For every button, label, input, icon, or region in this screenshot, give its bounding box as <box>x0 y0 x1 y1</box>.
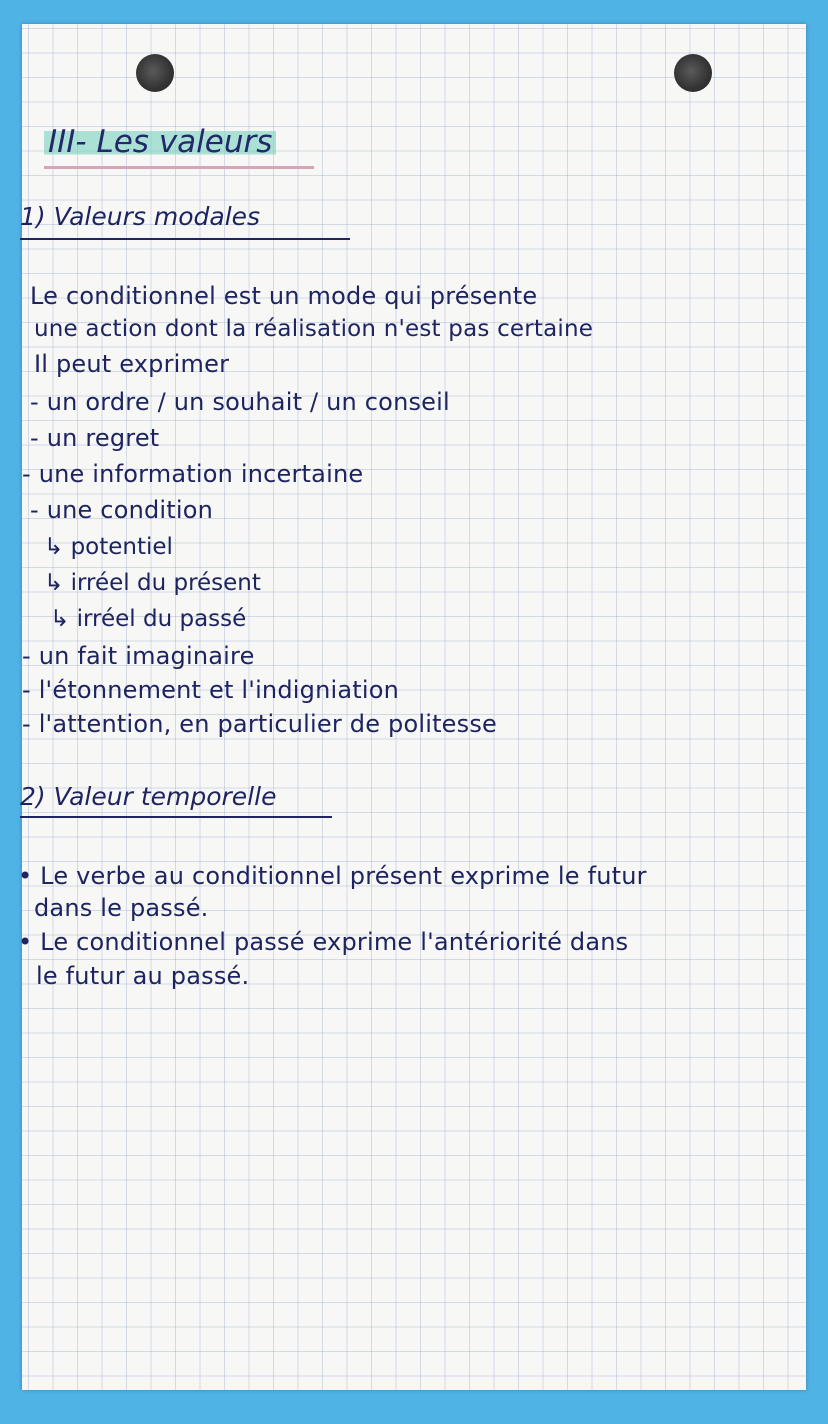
page-title <box>44 124 276 160</box>
punch-hole-right <box>674 54 712 92</box>
sub-item-irreel-passe: ↳ irréel du passé <box>50 606 247 632</box>
list-item-etonnement: - l'étonnement et l'indigniation <box>22 676 400 704</box>
temporal-bullet-1-line-2: dans le passé. <box>34 894 209 922</box>
title-underline <box>44 166 314 169</box>
sub-item-irreel-present: ↳ irréel du présent <box>44 570 261 596</box>
section1-heading-underline <box>20 238 350 240</box>
punch-hole-left <box>136 54 174 92</box>
intro-line-2: une action dont la réalisation n'est pas certaine <box>34 316 594 342</box>
temporal-bullet-2-line-2: le futur au passé. <box>36 962 250 990</box>
section2-heading <box>20 782 276 811</box>
title-highlight: III- Les valeurs <box>44 124 276 160</box>
temporal-bullet-2-line-1: • Le conditionnel passé exprime l'antériorité dans <box>18 928 629 956</box>
list-item-ordre: - un ordre / un souhait / un conseil <box>30 388 450 416</box>
list-item-condition: - une condition <box>30 496 214 524</box>
intro-line-1: Le conditionnel est un mode qui présente <box>30 282 538 310</box>
intro-line-3: Il peut exprimer <box>34 350 230 378</box>
list-item-information: - une information incertaine <box>22 460 364 488</box>
section1-heading-text: 1) Valeurs modales <box>20 202 261 231</box>
section1-heading <box>20 202 260 231</box>
section2-heading-underline <box>20 816 332 818</box>
temporal-bullet-1-line-1: • Le verbe au conditionnel présent exprime le futur <box>18 862 647 890</box>
list-item-regret: - un regret <box>30 424 160 452</box>
list-item-fait: - un fait imaginaire <box>22 642 255 670</box>
list-item-attention: - l'attention, en particulier de politesse <box>22 710 498 738</box>
sub-item-potentiel: ↳ potentiel <box>44 534 173 560</box>
section2-heading-text: 2) Valeur temporelle <box>20 782 277 811</box>
